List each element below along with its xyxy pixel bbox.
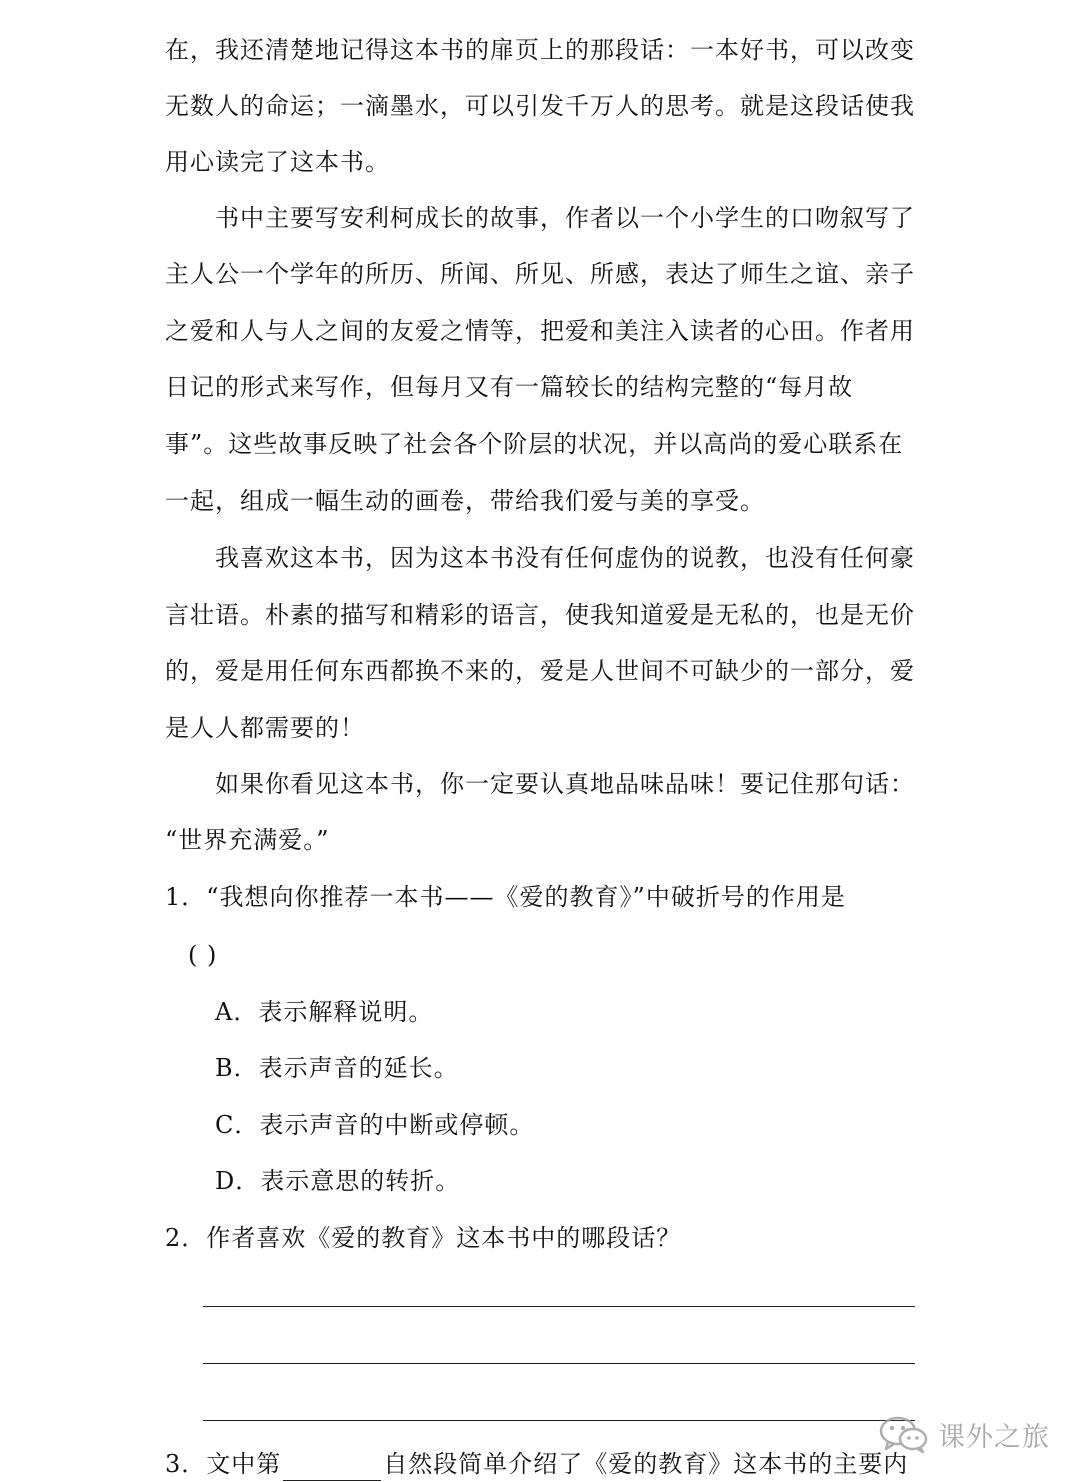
question-1-answer-parentheses[interactable]: ( ) <box>188 941 218 969</box>
paragraph-2-line-2: 主人公一个学年的所历、所闻、所见、所感，表达了师生之谊、亲子 <box>165 260 915 288</box>
question-1-text: “我想向你推荐一本书——《爱的教育》”中破折号的作用是 <box>206 883 846 911</box>
paragraph-2-line-6: 一起，组成一幅生动的画卷，带给我们爱与美的享受。 <box>165 487 765 515</box>
paragraph-3-line-1: 我喜欢这本书，因为这本书没有任何虚伪的说教，也没有任何豪 <box>215 544 915 572</box>
question-3-number: 3． <box>165 1450 207 1478</box>
question-2-answer-line-1[interactable] <box>203 1306 915 1307</box>
question-2-number: 2． <box>165 1224 207 1252</box>
paragraph-1-line-3: 用心读完了这本书。 <box>165 148 390 176</box>
watermark-text: 课外之旅 <box>938 1421 1050 1453</box>
paragraph-2-line-4: 日记的形式来写作，但每月又有一篇较长的结构完整的“每月故 <box>165 373 854 401</box>
paragraph-3-line-2: 言壮语。朴素的描写和精彩的语言，使我知道爱是无私的，也是无价 <box>165 601 915 629</box>
paragraph-4-line-1: 如果你看见这本书，你一定要认真地品味品味！要记住那句话： <box>215 770 915 798</box>
question-3-blank[interactable] <box>283 1456 381 1481</box>
paragraph-3-line-4: 是人人都需要的！ <box>165 714 365 742</box>
paragraph-1-line-2: 无数人的命运；一滴墨水，可以引发千万人的思考。就是这段话使我 <box>165 92 915 120</box>
question-3-text-before: 文中第 <box>206 1450 282 1478</box>
question-1-option-a[interactable]: A．表示解释说明。 <box>215 998 434 1026</box>
question-1-option-c[interactable]: C．表示声音的中断或停顿。 <box>215 1111 535 1139</box>
question-3 <box>165 1447 917 1481</box>
paragraph-2-line-1: 书中主要写安利柯成长的故事，作者以一个小学生的口吻叙写了 <box>215 204 915 232</box>
question-2-text: 作者喜欢《爱的教育》这本书中的哪段话？ <box>206 1224 682 1252</box>
question-1-number: 1． <box>165 883 207 911</box>
question-1-option-b[interactable]: B．表示声音的延长。 <box>215 1054 459 1082</box>
wechat-icon <box>878 1414 930 1454</box>
paragraph-2-line-3: 之爱和人与人之间的友爱之情等，把爱和美注入读者的心田。作者用 <box>165 317 915 345</box>
question-2-answer-line-2[interactable] <box>203 1363 915 1364</box>
paragraph-2-line-5: 事”。这些故事反映了社会各个阶层的状况，并以高尚的爱心联系在 <box>165 430 904 458</box>
question-1-option-d[interactable]: D．表示意思的转折。 <box>215 1167 461 1195</box>
question-1 <box>165 880 917 914</box>
question-2-answer-line-3[interactable] <box>203 1420 915 1421</box>
paragraph-4-line-2: “世界充满爱。” <box>165 826 330 854</box>
paragraph-1-line-1: 在，我还清楚地记得这本书的扉页上的那段话：一本好书，可以改变 <box>165 36 915 64</box>
paragraph-3-line-3: 的，爱是用任何东西都换不来的，爱是人世间不可缺少的一部分，爱 <box>165 657 915 685</box>
question-2 <box>165 1221 917 1255</box>
watermark <box>878 1412 1050 1456</box>
question-3-text-after: 自然段简单介绍了《爱的教育》这本书的主要内 <box>383 1450 909 1478</box>
